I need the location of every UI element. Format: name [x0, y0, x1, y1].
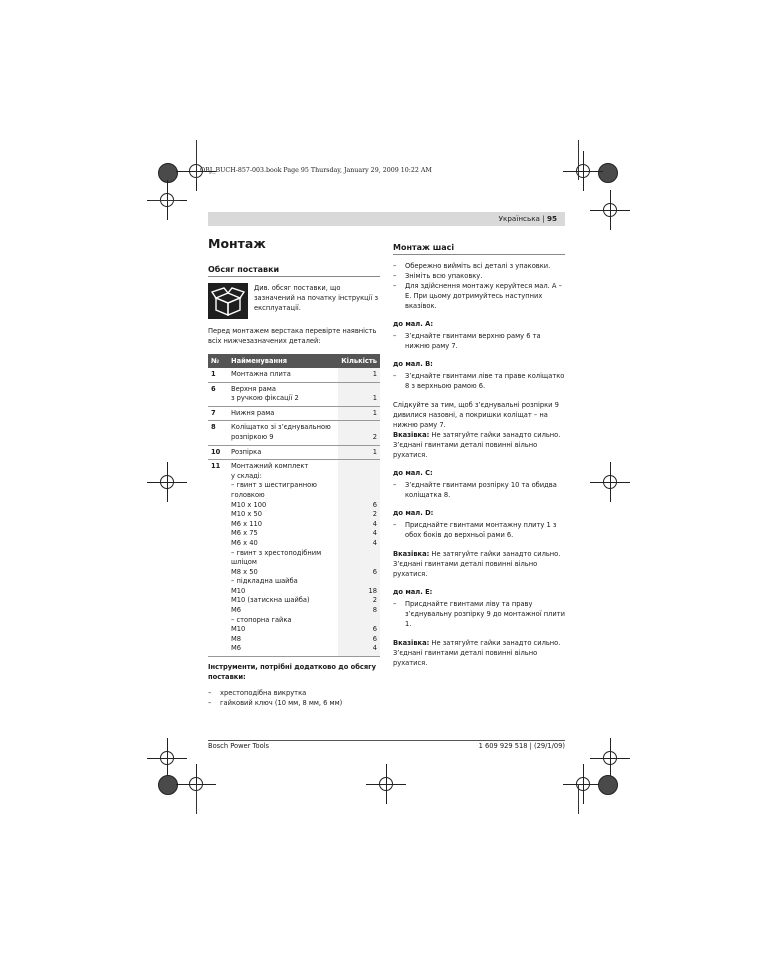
note-text: Не затягуйте гайки занадто сильно. З’єднані гвинтами деталі повинні вільно рухатися. — [393, 639, 561, 667]
row-name: Верхня рама з ручкою фіксації 2 — [228, 382, 338, 406]
row-qty: 2 — [338, 421, 380, 445]
row-num: 11 — [208, 460, 228, 657]
chassis-step: Зніміть всю упаковку. — [405, 272, 483, 280]
book-info: OBJ_BUCH-857-003.book Page 95 Thursday, January 29, 2009 10:22 AM — [200, 167, 432, 174]
header-separator: | — [542, 214, 545, 223]
fig-a-step: З’єднайте гвинтами верхню раму 6 та нижню раму 7. — [405, 332, 541, 350]
tool-item: гайковий ключ (10 мм, 8 мм, 6 мм) — [220, 699, 343, 708]
delivery-note: Див. обсяг поставки, що зазначений на початку інструкції з експлуатації. — [254, 284, 379, 312]
list-item: – хрестоподібна викрутка — [208, 688, 380, 698]
row-num: 10 — [208, 445, 228, 460]
list-item: – Обережно вийміть всі деталі з упаковки. — [393, 261, 565, 271]
fig-d-step: Присднайте гвинтами монтажну плиту 1 з обох боків до верхньої рами 6. — [405, 521, 557, 539]
header-text — [499, 214, 557, 223]
fig-b-step: З’єднайте гвинтами ліве та праве коліщатко 8 з верхньою рамою 6. — [405, 372, 565, 390]
chassis-title: Монтаж шасі — [393, 243, 565, 255]
fig-c-label: до мал. C: — [393, 469, 433, 477]
fig-a-label: до мал. A: — [393, 320, 434, 328]
fig-e-label: до мал. E: — [393, 588, 433, 596]
row-qty: 1 — [338, 368, 380, 382]
row-qty: 1 — [338, 382, 380, 406]
box-icon — [208, 283, 248, 319]
row-name: Монтажна плита — [228, 368, 338, 382]
column-header-name: Найменування — [228, 354, 338, 368]
footer-brand: Bosch Power Tools — [208, 742, 270, 750]
tools-title: Інструменти, потрібні додатково до обсягу поставки: — [208, 663, 377, 681]
table-row — [208, 406, 380, 421]
row-name: Коліщатко зі з’єднувальною розпіркою 9 — [228, 421, 338, 445]
left-column — [208, 236, 380, 708]
table-row — [208, 421, 380, 445]
row-num: 7 — [208, 406, 228, 421]
list-item: – Присднайте гвинтами ліву та праву з’єднувальну розпірку 9 до монтажної плити 1. — [393, 600, 565, 628]
fig-b-paragraph: Слідкуйте за тим, щоб з’єднувальні розпірки 9 дивилися назовні, а покришки коліщат – на нижню раму 7. — [393, 401, 559, 429]
parts-table — [208, 354, 380, 657]
column-header-qty: Кількість — [338, 354, 380, 368]
row-num: 8 — [208, 421, 228, 445]
row-name: Розпірка — [228, 445, 338, 460]
footer-doc-number: 1 609 929 518 | (29/1/09) — [478, 742, 565, 750]
row-name: Монтажний комплект у складі: – гвинт з шестигранною головкою M10 x 100 M10 x 50 M6 x 110 M6 x 75 M6 x 40 – гвинт з хрестоподібним шліцом M8 x 50 – підкладна шайба M10 M10 (затискна шайба) M6 – стопорна гайка M10 M8 M6 — [228, 460, 338, 657]
table-row — [208, 460, 380, 657]
column-header-num: № — [208, 354, 228, 368]
page-number: 95 — [546, 214, 557, 223]
note-label: Вказівка: — [393, 639, 430, 647]
list-item: – Зніміть всю упаковку. — [393, 271, 565, 281]
list-item: – Присднайте гвинтами монтажну плиту 1 з обох боків до верхньої рами 6. — [393, 520, 565, 540]
delivery-note-block — [208, 283, 380, 319]
fig-b-label: до мал. B: — [393, 360, 433, 368]
list-item: – гайковий ключ (10 мм, 8 мм, 6 мм) — [208, 698, 380, 708]
check-text: Перед монтажем верстака перевірте наявність всіх нижчезазначених деталей: — [208, 327, 377, 345]
delivery-title: Обсяг поставки — [208, 265, 380, 277]
fig-e-step: Присднайте гвинтами ліву та праву з’єднувальну розпірку 9 до монтажної плити 1. — [405, 600, 565, 628]
row-qty: 1 — [338, 406, 380, 421]
note-paragraph — [393, 549, 565, 579]
chassis-step: Для здійснення монтажу керуйтеся мал. A – E. При цьому дотримуйтесь наступних вказівок. — [405, 282, 562, 310]
note-text: Не затягуйте гайки занадто сильно. З’єднані гвинтами деталі повинні вільно рухатися. — [393, 431, 561, 459]
table-header-row — [208, 354, 380, 368]
list-item: – Для здійснення монтажу керуйтеся мал. A – E. При цьому дотримуйтесь наступних вказівок. — [393, 281, 565, 311]
note-text: Не затягуйте гайки занадто сильно. З’єднані гвинтами деталі повинні вільно рухатися. — [393, 550, 561, 578]
right-column — [393, 243, 565, 668]
table-row — [208, 368, 380, 382]
list-item: – З’єднайте гвинтами розпірку 10 та обидва коліщатка 8. — [393, 480, 565, 500]
table-row — [208, 382, 380, 406]
row-name: Нижня рама — [228, 406, 338, 421]
page-header — [208, 212, 565, 226]
note-paragraph — [393, 430, 565, 460]
row-qty: 1 — [338, 445, 380, 460]
table-row — [208, 445, 380, 460]
list-item: – З’єднайте гвинтами ліве та праве коліщатко 8 з верхньою рамою 6. — [393, 372, 565, 390]
row-num: 6 — [208, 382, 228, 406]
page-title: Монтаж — [208, 236, 266, 251]
note-label: Вказівка: — [393, 550, 430, 558]
tool-item: хрестоподібна викрутка — [220, 689, 307, 698]
footer-rule — [208, 740, 565, 741]
note-label: Вказівка: — [393, 431, 430, 439]
header-language: Українська — [498, 214, 540, 223]
fig-c-step: З’єднайте гвинтами розпірку 10 та обидва коліщатка 8. — [405, 481, 557, 499]
chassis-step: Обережно вийміть всі деталі з упаковки. — [405, 262, 551, 270]
list-item: – З’єднайте гвинтами верхню раму 6 та нижню раму 7. — [393, 331, 565, 351]
row-num: 1 — [208, 368, 228, 382]
note-paragraph — [393, 638, 565, 668]
fig-d-label: до мал. D: — [393, 509, 434, 517]
row-qty: 6 2 4 4 4 6 18 2 8 6 6 4 — [338, 460, 380, 657]
